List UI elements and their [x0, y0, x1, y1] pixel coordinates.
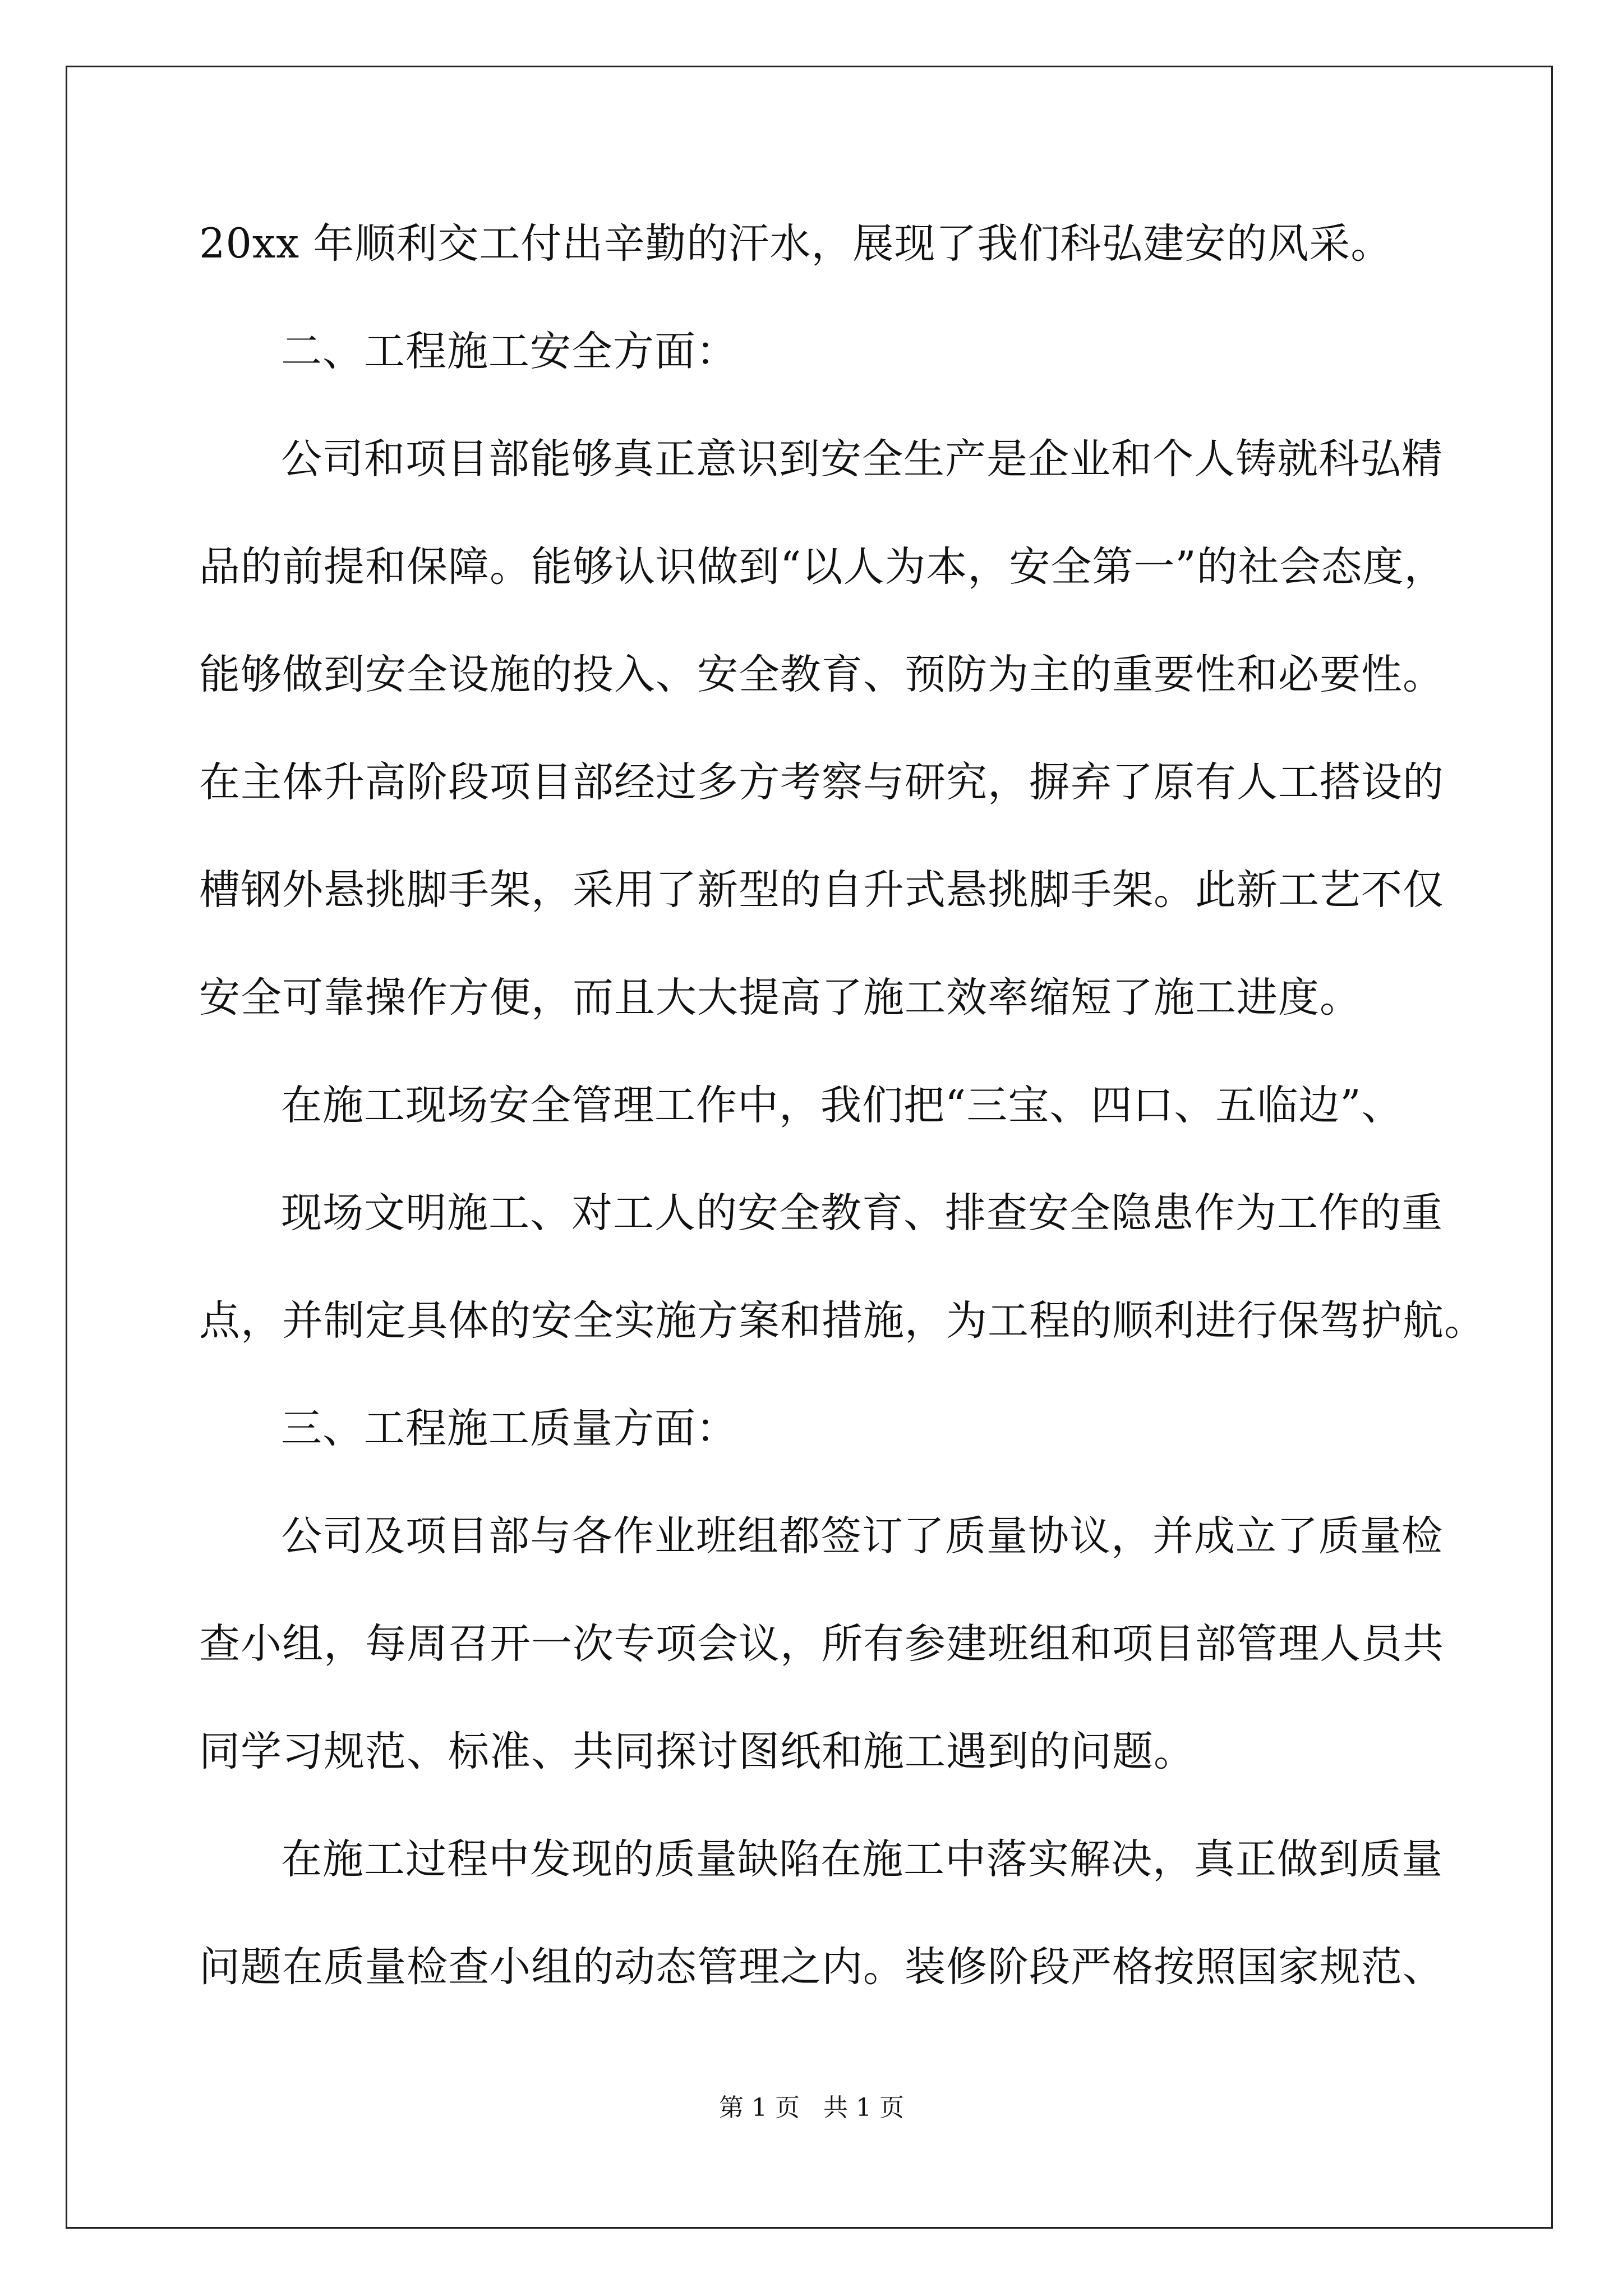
text-line: 安全可靠操作方便，而且大大提高了施工效率缩短了施工进度。 — [199, 974, 1361, 1022]
text-line: 现场文明施工、对工人的安全教育、排查安全隐患作为工作的重 — [281, 1189, 1443, 1237]
text-line: 公司及项目部与各作业班组都签订了质量协议，并成立了质量检 — [281, 1512, 1443, 1560]
text-line: 点，并制定具体的安全实施方案和措施，为工程的顺利进行保驾护航。 — [199, 1297, 1486, 1345]
text-line: 公司和项目部能够真正意识到安全生产是企业和个人铸就科弘精 — [281, 435, 1443, 483]
text-line: 同学习规范、标准、共同探讨图纸和施工遇到的问题。 — [199, 1728, 1195, 1775]
text-line: 在施工过程中发现的质量缺陷在施工中落实解决，真正做到质量 — [281, 1835, 1443, 1883]
text-line: 问题在质量检查小组的动态管理之内。装修阶段严格按照国家规范、 — [199, 1943, 1444, 1991]
page-footer: 第 1 页 共 1 页 — [719, 2093, 904, 2122]
section-heading: 三、工程施工质量方面： — [281, 1405, 737, 1452]
section-heading: 二、工程施工安全方面： — [281, 328, 737, 375]
text-line: 20xx 年顺利交工付出辛勤的汗水，展现了我们科弘建安的风采。 — [199, 220, 1393, 268]
text-line: 品的前提和保障。能够认识做到“以人为本，安全第一”的社会态度， — [199, 543, 1446, 591]
text-line: 槽钢外悬挑脚手架，采用了新型的自升式悬挑脚手架。此新工艺不仅 — [199, 866, 1444, 914]
page-border — [66, 66, 1553, 2229]
text-line: 能够做到安全设施的投入、安全教育、预防为主的重要性和必要性。 — [199, 651, 1444, 698]
text-line: 在施工现场安全管理工作中，我们把“三宝、四口、五临边”、 — [281, 1082, 1403, 1129]
text-line: 查小组，每周召开一次专项会议，所有参建班组和项目部管理人员共 — [199, 1620, 1444, 1668]
text-line: 在主体升高阶段项目部经过多方考察与研究，摒弃了原有人工搭设的 — [199, 758, 1444, 806]
